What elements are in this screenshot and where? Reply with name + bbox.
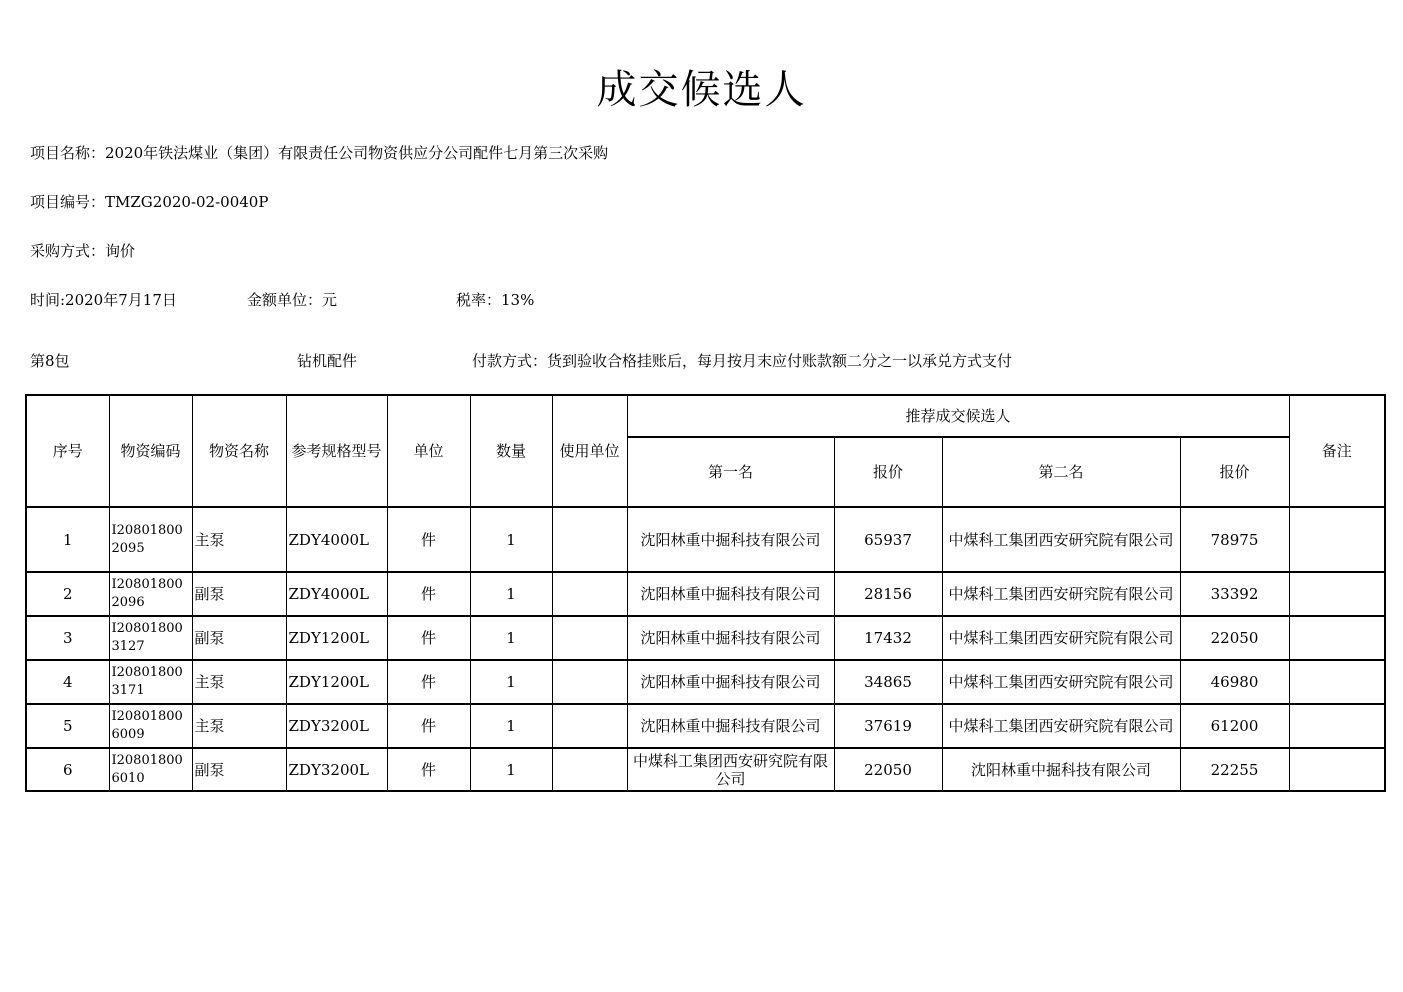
cell-name: 副泵: [192, 748, 286, 791]
project-name: 项目名称：2020年铁法煤业（集团）有限责任公司物资供应分公司配件七月第三次采购: [30, 144, 609, 162]
cell-remark: [1289, 748, 1385, 791]
cell-first: 沈阳林重中掘科技有限公司: [627, 660, 834, 704]
payment-terms: 付款方式：货到验收合格挂账后，每月按月末应付账款额二分之一以承兑方式支付: [472, 352, 1013, 370]
cell-spec: ZDY4000L: [286, 572, 387, 616]
cell-code: I208018006010: [109, 748, 192, 791]
cell-price2: 33392: [1180, 572, 1289, 616]
table-row: [26, 748, 1385, 791]
cell-user-unit: [552, 507, 627, 572]
table-row: [26, 572, 1385, 616]
cell-remark: [1289, 616, 1385, 660]
cell-qty: 1: [470, 507, 552, 572]
cell-remark: [1289, 507, 1385, 572]
cell-unit: 件: [387, 704, 470, 748]
cell-first: 沈阳林重中掘科技有限公司: [627, 704, 834, 748]
cell-price1: 17432: [834, 616, 942, 660]
cell-second: 中煤科工集团西安研究院有限公司: [942, 616, 1180, 660]
cell-spec: ZDY3200L: [286, 704, 387, 748]
cell-price2: 22050: [1180, 616, 1289, 660]
cell-remark: [1289, 704, 1385, 748]
cell-first: 沈阳林重中掘科技有限公司: [627, 507, 834, 572]
cell-qty: 1: [470, 748, 552, 791]
cell-second: 中煤科工集团西安研究院有限公司: [942, 660, 1180, 704]
cell-name: 主泵: [192, 660, 286, 704]
table-row: [26, 704, 1385, 748]
cell-seq: 1: [26, 507, 109, 572]
cell-name: 副泵: [192, 616, 286, 660]
cell-user-unit: [552, 660, 627, 704]
package-category: 钻机配件: [297, 352, 358, 370]
cell-unit: 件: [387, 507, 470, 572]
header-qty: 数量: [470, 395, 552, 507]
header-unit: 单位: [387, 395, 470, 507]
cell-code: I208018002095: [109, 507, 192, 572]
cell-price2: 46980: [1180, 660, 1289, 704]
cell-name: 副泵: [192, 572, 286, 616]
cell-name: 主泵: [192, 704, 286, 748]
cell-first: 沈阳林重中掘科技有限公司: [627, 616, 834, 660]
cell-second: 中煤科工集团西安研究院有限公司: [942, 704, 1180, 748]
cell-qty: 1: [470, 616, 552, 660]
cell-name: 主泵: [192, 507, 286, 572]
page-title: 成交候选人: [596, 67, 807, 113]
tax-rate: 税率：13%: [456, 291, 535, 309]
cell-user-unit: [552, 748, 627, 791]
header-price2: 报价: [1180, 437, 1289, 507]
cell-code: I208018003127: [109, 616, 192, 660]
cell-price1: 22050: [834, 748, 942, 791]
cell-code: I208018002096: [109, 572, 192, 616]
cell-code: I208018003171: [109, 660, 192, 704]
cell-first: 沈阳林重中掘科技有限公司: [627, 572, 834, 616]
currency-unit: 金额单位：元: [247, 291, 338, 309]
header-first: 第一名: [627, 437, 834, 507]
cell-qty: 1: [470, 704, 552, 748]
cell-price1: 37619: [834, 704, 942, 748]
candidates-table: [25, 394, 1386, 792]
table-row: [26, 507, 1385, 572]
cell-qty: 1: [470, 660, 552, 704]
cell-unit: 件: [387, 748, 470, 791]
purchase-method: 采购方式：询价: [30, 242, 136, 260]
header-name: 物资名称: [192, 395, 286, 507]
cell-seq: 3: [26, 616, 109, 660]
cell-price1: 65937: [834, 507, 942, 572]
cell-second: 沈阳林重中掘科技有限公司: [942, 748, 1180, 791]
header-remark: 备注: [1289, 395, 1385, 507]
date-label: 时间:2020年7月17日: [30, 291, 177, 309]
cell-price2: 78975: [1180, 507, 1289, 572]
table-row: [26, 660, 1385, 704]
header-seq: 序号: [26, 395, 109, 507]
cell-seq: 2: [26, 572, 109, 616]
cell-unit: 件: [387, 616, 470, 660]
cell-unit: 件: [387, 660, 470, 704]
cell-price2: 22255: [1180, 748, 1289, 791]
cell-spec: ZDY1200L: [286, 660, 387, 704]
project-code: 项目编号：TMZG2020-02-0040P: [30, 193, 269, 211]
cell-remark: [1289, 660, 1385, 704]
header-user-unit: 使用单位: [552, 395, 627, 507]
package-number: 第8包: [30, 352, 70, 370]
cell-price1: 28156: [834, 572, 942, 616]
header-second: 第二名: [942, 437, 1180, 507]
cell-price1: 34865: [834, 660, 942, 704]
cell-code: I208018006009: [109, 704, 192, 748]
cell-second: 中煤科工集团西安研究院有限公司: [942, 507, 1180, 572]
cell-spec: ZDY4000L: [286, 507, 387, 572]
cell-user-unit: [552, 704, 627, 748]
cell-unit: 件: [387, 572, 470, 616]
cell-seq: 6: [26, 748, 109, 791]
header-recommend: 推荐成交候选人: [627, 395, 1289, 437]
cell-qty: 1: [470, 572, 552, 616]
cell-second: 中煤科工集团西安研究院有限公司: [942, 572, 1180, 616]
header-code: 物资编码: [109, 395, 192, 507]
cell-seq: 5: [26, 704, 109, 748]
cell-user-unit: [552, 616, 627, 660]
cell-seq: 4: [26, 660, 109, 704]
header-price1: 报价: [834, 437, 942, 507]
cell-spec: ZDY3200L: [286, 748, 387, 791]
cell-price2: 61200: [1180, 704, 1289, 748]
table-row: [26, 616, 1385, 660]
cell-remark: [1289, 572, 1385, 616]
cell-first: 中煤科工集团西安研究院有限公司: [627, 748, 834, 791]
header-spec: 参考规格型号: [286, 395, 387, 507]
cell-spec: ZDY1200L: [286, 616, 387, 660]
cell-user-unit: [552, 572, 627, 616]
